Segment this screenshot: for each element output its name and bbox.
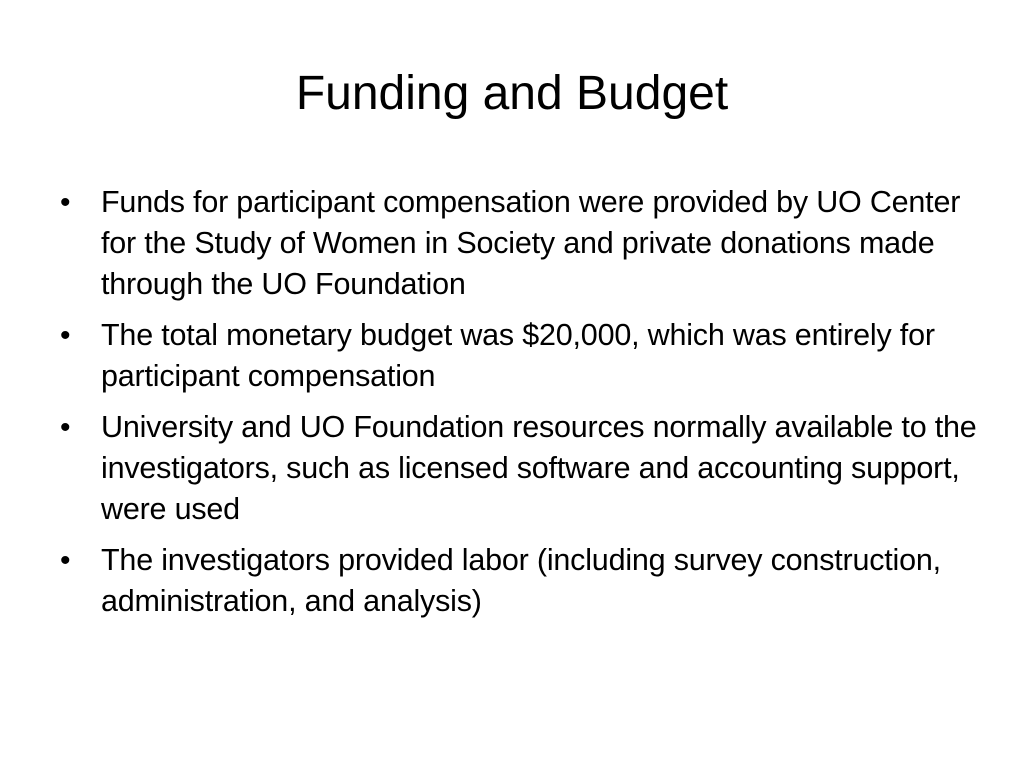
- bullet-list: [58, 182, 978, 632]
- bullet-item-university-resources: [58, 407, 978, 530]
- slide-title: Funding and Budget: [295, 67, 729, 120]
- bullet-text: The investigators provided labor (including survey construction, administration, and analysis): [101, 543, 941, 618]
- bullet-text: The total monetary budget was $20,000, which was entirely for participant compensation: [101, 318, 935, 393]
- bullet-dot-icon: •: [60, 319, 71, 352]
- bullet-text: Funds for participant compensation were provided by UO Center for the Study of Women in Society and private donations made through the UO Foundation: [101, 185, 961, 301]
- bullet-dot-icon: •: [60, 544, 71, 577]
- bullet-item-investigator-labor: [58, 540, 978, 622]
- bullet-item-total-budget: [58, 315, 978, 397]
- bullet-dot-icon: •: [60, 186, 71, 219]
- bullet-text: University and UO Foundation resources normally available to the investigators, such as licensed software and accounting support, were used: [101, 410, 977, 526]
- bullet-item-funds-source: [58, 182, 978, 305]
- bullet-dot-icon: •: [60, 411, 71, 444]
